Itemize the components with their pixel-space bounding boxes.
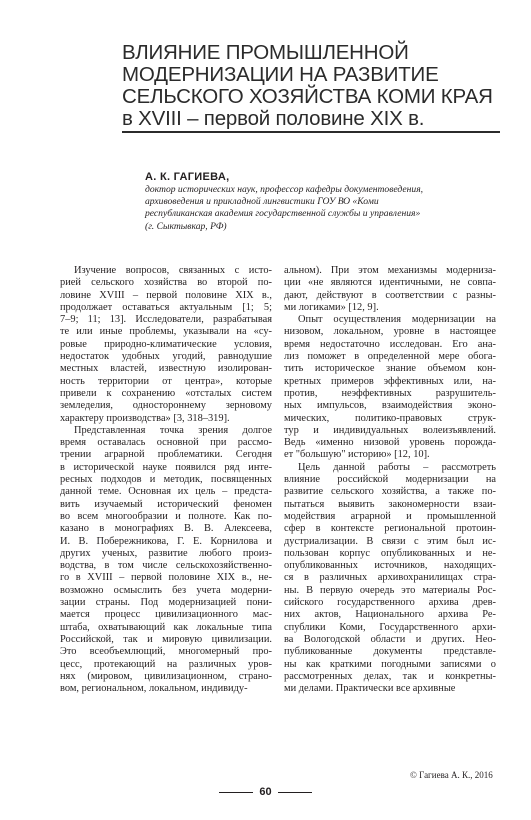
- text-line: дают, действуют в соответствии с разны-: [284, 289, 496, 301]
- text-line: ми логиками» [12, 9].: [284, 301, 379, 313]
- text-line: время недостаточно исследован. Его ана-: [284, 338, 496, 350]
- title-line: СЕЛЬСКОГО ХОЗЯЙСТВА КОМИ КРАЯ: [122, 85, 493, 108]
- text-line: зации страны. Под модернизацией пони-: [60, 597, 272, 609]
- affiliation-line: архивоведения и прикладной лингвистики ГОУ ВО «Коми: [145, 196, 379, 208]
- text-line: ва Вологодской области и других. Нео-: [284, 633, 496, 645]
- text-line: ных импульсов, взаимодействия эконо-: [284, 400, 496, 412]
- text-line: 7–9; 11; 13]. Исследователи, разрабатывая: [60, 314, 272, 326]
- title-line: ВЛИЯНИЕ ПРОМЫШЛЕННОЙ: [122, 41, 409, 64]
- text-line: кретных примеров эффективных или, на-: [284, 375, 496, 387]
- page-number: 60: [259, 786, 272, 798]
- text-line: ны. В первую очередь это материалы Рос-: [284, 584, 496, 596]
- footer-dash-left: [219, 792, 253, 793]
- text-line: Ведь «именно низовой уровень порожда-: [284, 437, 496, 449]
- text-line: Это всеобъемлющий, многомерный про-: [60, 646, 272, 658]
- footer-dash-right: [278, 792, 312, 793]
- text-line: пользован корпус опубликованных и не-: [284, 547, 496, 559]
- text-line: развитие сельского хозяйства, а также по-: [284, 486, 496, 498]
- text-line: трении аграрной проблематики. Сегодня: [60, 449, 272, 461]
- author-affiliation: [145, 184, 423, 233]
- text-line: мических, политико-правовых струк-: [284, 412, 496, 424]
- text-line: продолжает оставаться актуальным [1; 5;: [60, 301, 272, 313]
- text-line: И. В. Побережникова, Г. Е. Корнилова и: [60, 535, 272, 547]
- text-line: против, неэффективных разрушитель-: [284, 387, 496, 399]
- text-line: Опыт осуществления модернизации на: [298, 314, 496, 326]
- text-column-left: [60, 265, 272, 695]
- text-line: ет "большую" историю» [12, 10].: [284, 449, 430, 461]
- text-line: других ученых, развитие любого произ-: [60, 547, 272, 559]
- text-line: них актов, Национального архива Ре-: [284, 609, 496, 621]
- text-line: низовом, локальном, уровне в настоящее: [284, 326, 496, 338]
- text-line: ровые природно-климатические условия,: [60, 338, 272, 350]
- text-line: Изучение вопросов, связанных с исто-: [74, 265, 272, 276]
- text-line: цесс, протекающий на различных уров-: [60, 658, 272, 670]
- text-line: ся в различных архивохранилищах стра-: [284, 572, 496, 584]
- text-line: рией сельского хозяйства во второй по-: [60, 277, 272, 289]
- text-line: ции «не являются идентичными, не совпа-: [284, 277, 496, 289]
- text-line: штаба, охватывающий как локальные типа: [60, 621, 272, 633]
- text-line: нях (мировом, цивилизационном, страно-: [60, 670, 272, 682]
- text-line: ловине XVIII – первой половине XIX в.,: [60, 289, 272, 301]
- text-line: пытаться выявить закономерности взаи-: [284, 498, 496, 510]
- text-line: в исторической науке появился ряд инте-: [60, 461, 272, 473]
- text-line: местных властей, известную изолирован-: [60, 363, 272, 375]
- title-line: МОДЕРНИЗАЦИИ НА РАЗВИТИЕ: [122, 63, 439, 86]
- text-line: сийского государственного архива древ-: [284, 597, 496, 609]
- affiliation-line: доктор исторических наук, профессор кафедры документоведения,: [145, 184, 424, 195]
- text-line: земледелия, одностороннему зерновому: [60, 400, 272, 412]
- text-line: публикованные документы представле-: [284, 646, 496, 658]
- text-line: сфер в контексте региональной протоин-: [284, 523, 496, 535]
- text-line: Российской, так и мировую цивилизации.: [60, 633, 272, 645]
- text-line: возможно осмыслить без учета модерни-: [60, 584, 272, 596]
- affiliation-line: (г. Сыктывкар, РФ): [145, 220, 227, 232]
- article-title: [122, 42, 512, 130]
- text-line: вом, региональном, локальном, индивиду-: [60, 683, 248, 695]
- page-footer: [0, 786, 531, 798]
- copyright-notice: © Гагиева А. К., 2016: [410, 770, 493, 780]
- text-line: мается процесс цивилизационного мас-: [60, 609, 272, 621]
- text-line: лиз поможет в определенной мере обога-: [284, 351, 496, 363]
- text-line: время оставалась основной при рассмо-: [60, 437, 272, 449]
- text-column-right: [284, 265, 496, 695]
- text-line: опубликованных источников, находящих-: [284, 560, 496, 572]
- text-line: дустриализации. В связи с этим был ис-: [284, 535, 496, 547]
- text-line: казано в монографиях В. В. Алексеева,: [60, 523, 272, 535]
- text-line: характеру производства» [3, 318–319].: [60, 412, 230, 424]
- text-line: рассмотренных делах, так и конкретны-: [284, 670, 496, 682]
- text-line: недостаток удобных угодий, равнодушие: [60, 351, 272, 363]
- text-line: ны как краткими погодными записями о: [284, 658, 496, 670]
- text-line: влияние российской модернизации на: [284, 474, 496, 486]
- title-rule: [122, 131, 500, 133]
- text-line: Представленная точка зрения долгое: [74, 424, 272, 436]
- text-line: данной теме. Основная их цель – предста-: [60, 486, 272, 498]
- author-name: А. К. ГАГИЕВА,: [145, 171, 230, 183]
- text-line: спублики Коми, Государственного архи-: [284, 621, 496, 633]
- text-line: тур и индивидуальных волеизъявлений.: [284, 424, 496, 436]
- text-line: вить изучаемый исторический феномен: [60, 498, 272, 510]
- text-line: те или иные проблемы, указывали на «су-: [60, 326, 272, 338]
- text-line: во всем многообразии и полноте. Как по-: [60, 510, 272, 522]
- title-line: в XVIII – первой половине XIX в.: [122, 107, 425, 130]
- text-line: тить историческое знание объемом кон-: [284, 363, 496, 375]
- text-line: Цель данной работы – рассмотреть: [298, 461, 496, 473]
- text-line: ность территории от центра», которые: [60, 375, 272, 387]
- text-line: привели к сохранению «отсталых систем: [60, 387, 272, 399]
- text-line: альном). При этом механизмы модерниза-: [284, 265, 496, 276]
- text-line: водства, в том числе сельскохозяйственно-: [60, 560, 272, 572]
- text-line: ми делами. Практически все архивные: [284, 683, 456, 695]
- text-line: модействия аграрной и промышленной: [284, 510, 496, 522]
- text-line: го в XVIII – первой половине XIX в., не-: [60, 572, 272, 584]
- affiliation-line: республиканская академия государственной службы и управления»: [145, 208, 421, 220]
- text-line: ресных подходов и методик, посвященных: [60, 474, 272, 486]
